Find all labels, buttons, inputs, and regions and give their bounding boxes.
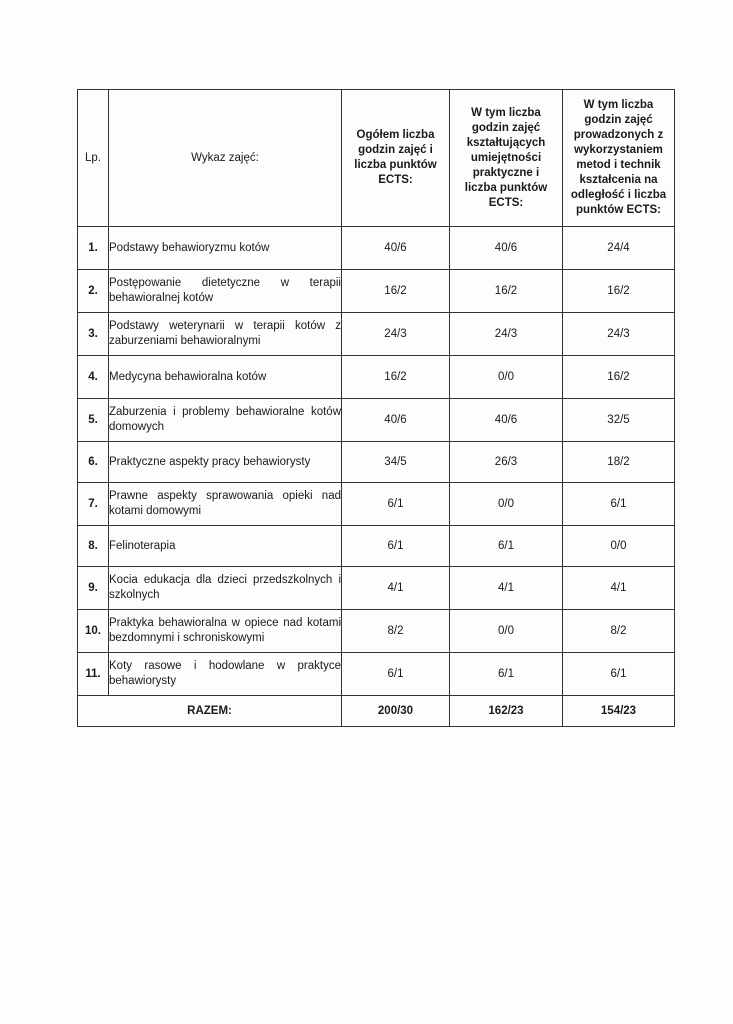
table-row: [78, 653, 675, 696]
remote-hours-ects: 24/4: [563, 227, 675, 270]
totals-label: RAZEM:: [78, 696, 342, 727]
remote-hours-ects: 0/0: [563, 526, 675, 567]
totals-practical-hours: 162/23: [450, 696, 563, 727]
practical-hours-ects: 40/6: [450, 399, 563, 442]
practical-hours-ects: 16/2: [450, 270, 563, 313]
remote-hours-ects: 4/1: [563, 567, 675, 610]
table-row: [78, 356, 675, 399]
practical-hours-ects: 6/1: [450, 653, 563, 696]
totals-row: [78, 696, 675, 727]
table-row: [78, 610, 675, 653]
row-number: 5.: [78, 399, 109, 442]
course-name: Prawne aspekty sprawowania opieki nad kotami domowymi: [109, 483, 342, 526]
table-row: [78, 227, 675, 270]
header-row: [78, 90, 675, 227]
table-row: [78, 399, 675, 442]
total-hours-ects: 6/1: [342, 526, 450, 567]
total-hours-ects: 16/2: [342, 356, 450, 399]
header-remote-hours: W tym liczba godzin zajęć prowadzonych z wykorzystaniem metod i technik kształcenia na odległość i liczba punktów ECTS:: [563, 90, 675, 227]
remote-hours-ects: 32/5: [563, 399, 675, 442]
row-number: 3.: [78, 313, 109, 356]
remote-hours-ects: 6/1: [563, 653, 675, 696]
practical-hours-ects: 4/1: [450, 567, 563, 610]
total-hours-ects: 4/1: [342, 567, 450, 610]
row-number: 4.: [78, 356, 109, 399]
course-name: Felinoterapia: [109, 526, 342, 567]
course-name: Kocia edukacja dla dzieci przedszkolnych i szkolnych: [109, 567, 342, 610]
row-number: 8.: [78, 526, 109, 567]
header-practical-hours: W tym liczba godzin zajęć kształtujących umiejętności praktyczne i liczba punktów ECTS:: [450, 90, 563, 227]
course-name: Medycyna behawioralna kotów: [109, 356, 342, 399]
table-row: [78, 313, 675, 356]
table-row: [78, 270, 675, 313]
total-hours-ects: 6/1: [342, 653, 450, 696]
table-row: [78, 483, 675, 526]
row-number: 10.: [78, 610, 109, 653]
practical-hours-ects: 40/6: [450, 227, 563, 270]
total-hours-ects: 8/2: [342, 610, 450, 653]
row-number: 6.: [78, 442, 109, 483]
table-row: [78, 526, 675, 567]
practical-hours-ects: 0/0: [450, 610, 563, 653]
total-hours-ects: 40/6: [342, 399, 450, 442]
remote-hours-ects: 6/1: [563, 483, 675, 526]
header-course-list: Wykaz zajęć:: [109, 90, 342, 227]
course-name: Zaburzenia i problemy behawioralne kotów domowych: [109, 399, 342, 442]
total-hours-ects: 24/3: [342, 313, 450, 356]
practical-hours-ects: 0/0: [450, 356, 563, 399]
row-number: 1.: [78, 227, 109, 270]
courses-table: [77, 89, 675, 727]
remote-hours-ects: 18/2: [563, 442, 675, 483]
course-name: Podstawy behawioryzmu kotów: [109, 227, 342, 270]
course-name: Podstawy weterynarii w terapii kotów z zaburzeniami behawioralnymi: [109, 313, 342, 356]
course-name: Praktyka behawioralna w opiece nad kotami bezdomnymi i schroniskowymi: [109, 610, 342, 653]
remote-hours-ects: 16/2: [563, 356, 675, 399]
course-name: Postępowanie dietetyczne w terapii behawioralnej kotów: [109, 270, 342, 313]
course-name: Koty rasowe i hodowlane w praktyce behawiorysty: [109, 653, 342, 696]
row-number: 7.: [78, 483, 109, 526]
remote-hours-ects: 24/3: [563, 313, 675, 356]
row-number: 9.: [78, 567, 109, 610]
row-number: 2.: [78, 270, 109, 313]
header-total-hours: Ogółem liczba godzin zajęć i liczba punktów ECTS:: [342, 90, 450, 227]
totals-total-hours: 200/30: [342, 696, 450, 727]
practical-hours-ects: 0/0: [450, 483, 563, 526]
total-hours-ects: 6/1: [342, 483, 450, 526]
practical-hours-ects: 26/3: [450, 442, 563, 483]
remote-hours-ects: 16/2: [563, 270, 675, 313]
table-row: [78, 442, 675, 483]
practical-hours-ects: 6/1: [450, 526, 563, 567]
row-number: 11.: [78, 653, 109, 696]
header-lp: Lp.: [78, 90, 109, 227]
course-name: Praktyczne aspekty pracy behawiorysty: [109, 442, 342, 483]
totals-remote-hours: 154/23: [563, 696, 675, 727]
total-hours-ects: 34/5: [342, 442, 450, 483]
total-hours-ects: 40/6: [342, 227, 450, 270]
table-row: [78, 567, 675, 610]
practical-hours-ects: 24/3: [450, 313, 563, 356]
remote-hours-ects: 8/2: [563, 610, 675, 653]
total-hours-ects: 16/2: [342, 270, 450, 313]
